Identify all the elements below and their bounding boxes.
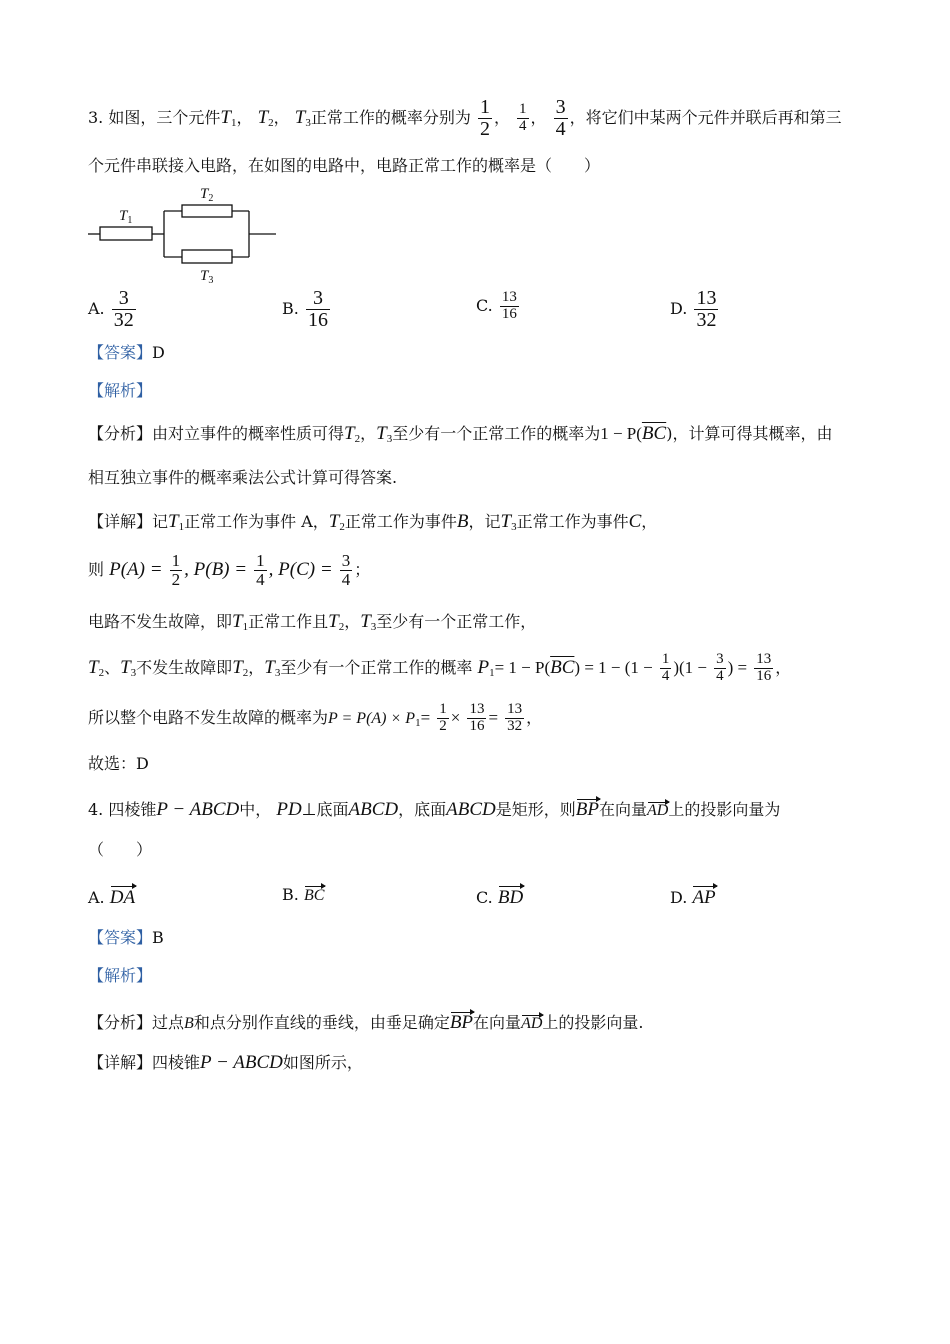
option-key: A. [88, 888, 105, 907]
text: 如图，三个元件 [108, 108, 221, 127]
math: )(1 − [673, 657, 708, 677]
q4-line-2: （ ） [88, 840, 153, 859]
option-key: D. [670, 888, 688, 907]
p1-symbol: $P_1$ [477, 656, 495, 679]
q3-fenxi-line-2: 相互独立事件的概率乘法公式计算可得答案. [88, 468, 398, 487]
text: 在向量 [598, 800, 647, 819]
fraction: $\frac{1}{4}$ [519, 101, 527, 134]
text: 则 [88, 559, 105, 579]
fraction: $\frac{13}{16}$ [469, 701, 485, 734]
fraction: $\frac{3}{16}$ [307, 287, 328, 331]
math: B [456, 511, 469, 532]
math: P(A) = [109, 558, 163, 580]
t3-symbol: $T_3$ [264, 656, 281, 679]
text: 上的投影向量. [542, 1013, 644, 1032]
math: P − ABCD [156, 799, 240, 820]
option-key: C. [476, 295, 493, 315]
text: 上的投影向量为 [668, 800, 781, 819]
text: ， [273, 108, 290, 127]
text: 正常工作的概率分别为 [310, 108, 471, 127]
text: )，计算可得其概率，由 [666, 424, 833, 443]
q3-analysis-tag [88, 383, 152, 399]
option-b[interactable] [282, 288, 332, 331]
t3-symbol: $T_3$ [360, 611, 377, 633]
text: 四棱锥 [152, 1053, 201, 1072]
t2-symbol: $T_2$ [232, 656, 249, 679]
option-vector: BC [304, 884, 324, 905]
math: = [420, 707, 431, 727]
option-c[interactable] [476, 884, 523, 909]
option-vector: BD [498, 884, 523, 909]
vector-ad: AD [646, 802, 669, 819]
math: , P(C) = [268, 558, 333, 580]
q3-line-2: 个元件串联接入电路，在如图的电路中，电路正常工作的概率是（ ） [88, 156, 601, 175]
option-vector: AP [692, 884, 715, 909]
option-vector: DA [110, 884, 135, 909]
text: 由对立事件的概率性质可得 [152, 424, 345, 443]
math: ) = 1 − (1 − [574, 657, 653, 677]
text: 正常工作为事件 [344, 512, 457, 531]
fraction: $\frac{3}{4}$ [716, 651, 724, 684]
text: 过点 [152, 1013, 185, 1032]
text: ， [641, 512, 658, 531]
fraction: $\frac{1}{4}$ [256, 551, 265, 589]
fraction: $\frac{1}{2}$ [439, 701, 447, 734]
t2-symbol: $T_2$ [257, 107, 274, 129]
math: P − ABCD [200, 1052, 283, 1073]
option-b[interactable] [282, 884, 324, 905]
text: 和点分别作直线的垂线，由垂足确定 [193, 1013, 450, 1032]
text: 中， [239, 800, 272, 819]
t2-symbol: $T_2$ [344, 423, 361, 445]
option-d[interactable] [670, 288, 720, 331]
q3-fenxi-line-1 [88, 424, 832, 445]
math: = [488, 707, 499, 727]
text: 所以整个电路不发生故障的概率为 [88, 707, 329, 727]
t2-symbol: $T_2$ [328, 511, 345, 533]
fraction: $\frac{3}{32}$ [113, 287, 134, 331]
t3-symbol: $T_3$ [294, 107, 311, 129]
fraction: $\frac{13}{16}$ [756, 651, 772, 684]
analysis-tag: 【解析】 [88, 381, 153, 400]
text: ， [775, 657, 792, 677]
q4-xiangjie [88, 1053, 363, 1072]
math: ABCD [446, 799, 496, 820]
math: = 1 − P( [494, 657, 551, 677]
t1-symbol: $T_1$ [220, 107, 237, 129]
q3-line-1 [88, 97, 842, 140]
math: , P(B) = [184, 558, 248, 580]
q4-answer [88, 930, 164, 946]
option-d[interactable] [670, 884, 716, 909]
t3-symbol: $T_3$ [376, 423, 393, 445]
math: $\overline{BC}$ [550, 656, 575, 678]
math: B [184, 1015, 194, 1032]
text: 正常工作且 [248, 612, 329, 631]
question-number: 3. [88, 108, 104, 127]
t2-symbol: $T_2$ [88, 656, 105, 679]
analysis-tag: 【解析】 [88, 966, 153, 985]
text: ，将它们中某两个元件并联后再和第三 [569, 108, 842, 127]
math: ) = [727, 657, 748, 677]
math: C [628, 511, 642, 532]
fenxi-tag: 【分析】 [88, 1013, 153, 1032]
text: ； [354, 559, 371, 579]
text: ， [236, 108, 253, 127]
text: ，记 [468, 512, 501, 531]
option-a[interactable] [88, 288, 138, 331]
q3-answer [88, 345, 165, 361]
fraction: $\frac{13}{32}$ [507, 701, 523, 734]
text: ， [530, 108, 547, 127]
text: 不发生故障即 [136, 657, 233, 677]
text: ， [526, 707, 543, 727]
t3-symbol: $T_3$ [500, 511, 517, 533]
option-a[interactable] [88, 884, 135, 909]
fraction: $\frac{1}{2}$ [171, 551, 181, 589]
math: × [450, 707, 461, 727]
fraction: $\frac{3}{4}$ [341, 551, 351, 589]
q4-analysis-tag [88, 968, 152, 984]
t2-symbol: $T_2$ [328, 611, 345, 633]
t3-symbol: $T_3$ [120, 656, 137, 679]
q3-choose: 故选：D [88, 754, 149, 773]
q3-xiangjie-line-3 [88, 612, 536, 633]
answer-value: D [152, 343, 165, 362]
text: 电路不发生故障，即 [88, 612, 233, 631]
circuit-label-t3: $T_3$ [200, 268, 214, 286]
t3-resistor [182, 250, 232, 263]
text: 至少有一个正常工作的概率 [280, 657, 473, 677]
vector-bp: BP [449, 1012, 474, 1033]
fraction: $\frac{1}{2}$ [479, 96, 490, 140]
perp-symbol: ⊥ [301, 800, 317, 819]
vector-ad: AD [521, 1015, 543, 1032]
text: 如图所示， [282, 1053, 363, 1072]
text: 是矩形，则 [495, 800, 576, 819]
math: $\overline{BC}$ [641, 423, 667, 444]
text: ， [344, 612, 361, 631]
text: ，底面 [398, 800, 447, 819]
t1-symbol: $T_1$ [232, 611, 249, 633]
text: 至少有一个正常工作的概率为 [392, 424, 601, 443]
xiangjie-tag: 【详解】 [88, 512, 153, 531]
text: 记 [152, 512, 169, 531]
option-key: A. [88, 299, 105, 318]
q4-fenxi [88, 1010, 643, 1032]
t1-symbol: $T_1$ [168, 511, 185, 533]
circuit-label-t1: $T_1$ [119, 208, 133, 226]
vector-bp: BP [575, 799, 599, 820]
math: $P = P(A) \times P_1$ [328, 709, 421, 729]
text: 至少有一个正常工作， [376, 612, 537, 631]
answer-tag: 【答案】 [88, 928, 153, 947]
t2-resistor [182, 205, 232, 217]
option-key: B. [282, 299, 299, 318]
fraction: $\frac{1}{4}$ [661, 651, 670, 684]
q4-line-1 [88, 797, 780, 819]
option-key: D. [670, 299, 688, 318]
circuit-label-t2: $T_2$ [200, 186, 214, 204]
answer-tag: 【答案】 [88, 343, 153, 362]
math: ABCD [348, 799, 399, 820]
answer-value: B [152, 928, 164, 947]
text: ， [493, 108, 510, 127]
fenxi-tag: 【分析】 [88, 424, 153, 443]
q3-xiangjie-line-5 [88, 702, 542, 735]
text: 正常工作为事件 A， [184, 512, 329, 531]
xiangjie-tag: 【详解】 [88, 1053, 153, 1072]
text: 底面 [316, 800, 349, 819]
text: ， [248, 657, 265, 677]
text: 在向量 [473, 1013, 522, 1032]
option-key: C. [476, 888, 493, 907]
option-key: B. [282, 885, 299, 904]
text: ， [360, 424, 377, 443]
circuit-diagram [86, 182, 286, 287]
text: 、 [104, 657, 121, 677]
t1-resistor [100, 227, 152, 240]
option-c[interactable] [476, 290, 521, 323]
text: 四棱锥 [108, 800, 157, 819]
fraction: $\frac{3}{4}$ [555, 96, 566, 140]
math: 1 − P( [600, 424, 642, 443]
question-number: 4. [88, 800, 104, 819]
fraction: $\frac{13}{32}$ [696, 287, 717, 331]
text: 正常工作为事件 [516, 512, 629, 531]
math: PD [276, 799, 302, 820]
q3-xiangjie-line-1 [88, 512, 657, 533]
q3-xiangjie-line-4 [88, 652, 791, 685]
fraction: $\frac{13}{16}$ [501, 289, 517, 322]
q3-xiangjie-line-2 [88, 552, 370, 589]
